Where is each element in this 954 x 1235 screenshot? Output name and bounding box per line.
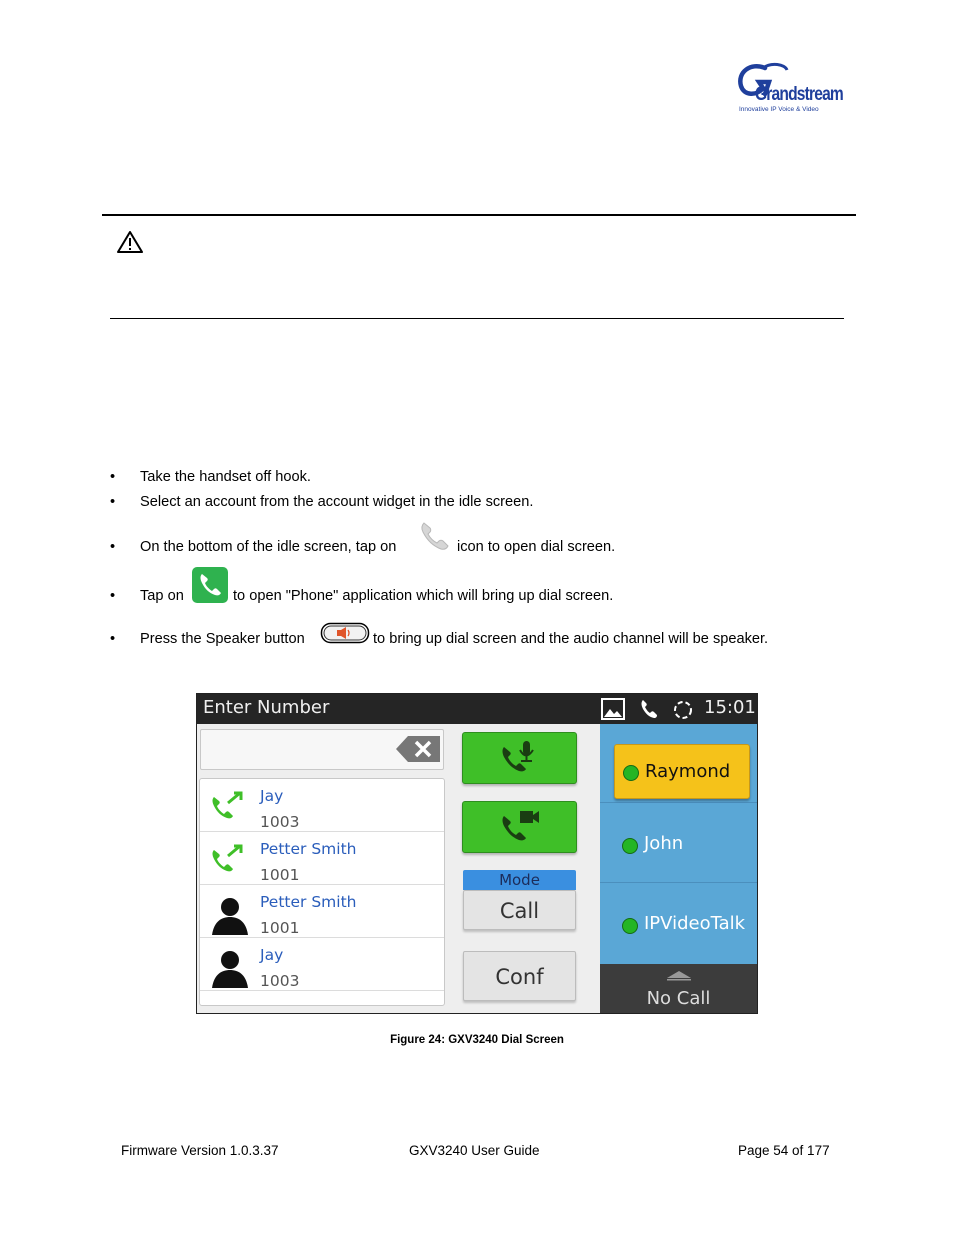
number-input[interactable] xyxy=(200,729,444,770)
no-call-label: No Call xyxy=(646,988,711,1009)
logo-tagline: Innovative IP Voice & Video xyxy=(739,106,819,113)
call-log-row[interactable] xyxy=(200,832,444,885)
bullet-text-after: to bring up dial screen and the audio channel will be speaker. xyxy=(373,631,769,647)
selected-account[interactable] xyxy=(614,744,750,799)
grandstream-logo xyxy=(735,60,843,118)
account-label: Raymond xyxy=(645,761,731,782)
footer-firmware: Firmware Version 1.0.3.37 xyxy=(121,1143,279,1158)
status-led xyxy=(622,838,638,854)
backspace-icon[interactable] xyxy=(394,734,442,769)
outgoing-call-icon xyxy=(208,789,252,825)
call-log-list xyxy=(199,778,445,1006)
bullet-text-before: On the bottom of the idle screen, tap on xyxy=(140,539,397,555)
status-led xyxy=(622,918,638,934)
chevron-up-icon xyxy=(664,968,694,986)
status-led xyxy=(623,765,639,781)
screen-title: Enter Number xyxy=(203,697,330,718)
call-log-row[interactable] xyxy=(200,885,444,938)
status-bar xyxy=(197,694,757,724)
bullet-text: Select an account from the account widget in the idle screen. xyxy=(140,494,534,510)
contact-silhouette-icon xyxy=(208,948,252,984)
contact-number: 1003 xyxy=(260,972,300,990)
contact-number: 1001 xyxy=(260,866,300,884)
no-call-bar[interactable] xyxy=(600,964,757,1013)
bullet-text: Take the handset off hook. xyxy=(140,469,311,485)
note-top-rule xyxy=(102,214,856,216)
warning-triangle-icon xyxy=(116,230,144,254)
account-panel xyxy=(600,724,757,1013)
figure-caption: Figure 24: GXV3240 Dial Screen xyxy=(390,1034,564,1046)
logo-wordmark: Grandstream xyxy=(755,84,843,105)
account-item-raymond[interactable] xyxy=(600,724,757,803)
bullet-text-after: to open "Phone" application which will bring up dial screen. xyxy=(233,588,614,604)
account-label: IPVideoTalk xyxy=(644,913,746,934)
video-call-icon xyxy=(499,808,543,853)
mode-label: Mode xyxy=(463,870,576,890)
sync-icon xyxy=(671,698,695,727)
audio-call-button[interactable] xyxy=(462,732,577,784)
bullet-text-after: icon to open dial screen. xyxy=(457,539,616,555)
account-item-john[interactable] xyxy=(600,804,757,883)
footer-page: Page 54 of 177 xyxy=(738,1143,830,1158)
account-item-ipvideotalk[interactable] xyxy=(600,884,757,962)
outgoing-call-icon xyxy=(208,842,252,878)
contact-number: 1003 xyxy=(260,813,300,831)
picture-icon xyxy=(601,697,625,726)
contact-name: Jay xyxy=(260,946,284,964)
call-log-row[interactable] xyxy=(200,779,444,832)
video-call-button[interactable] xyxy=(462,801,577,853)
contact-name: Jay xyxy=(260,787,284,805)
dial-screen-screenshot xyxy=(196,693,758,1014)
audio-call-icon xyxy=(499,739,543,784)
bullet-text-before: Tap on xyxy=(140,588,184,604)
conference-button[interactable]: Conf xyxy=(463,951,576,1001)
contact-name: Petter Smith xyxy=(260,893,357,911)
gray-phone-icon xyxy=(418,519,452,558)
account-label: John xyxy=(644,833,684,854)
bullet-text-before: Press the Speaker button xyxy=(140,631,305,647)
contact-number: 1001 xyxy=(260,919,300,937)
clock: 15:01 xyxy=(704,697,756,718)
call-mode-button[interactable]: Call xyxy=(463,890,576,930)
note-bottom-rule xyxy=(110,318,844,319)
call-log-row[interactable] xyxy=(200,938,444,991)
speaker-button-icon xyxy=(320,622,370,649)
contact-name: Petter Smith xyxy=(260,840,357,858)
green-phone-app-icon xyxy=(191,566,229,609)
contact-silhouette-icon xyxy=(208,895,252,931)
footer-title: GXV3240 User Guide xyxy=(409,1143,540,1158)
phone-status-icon xyxy=(639,698,659,725)
